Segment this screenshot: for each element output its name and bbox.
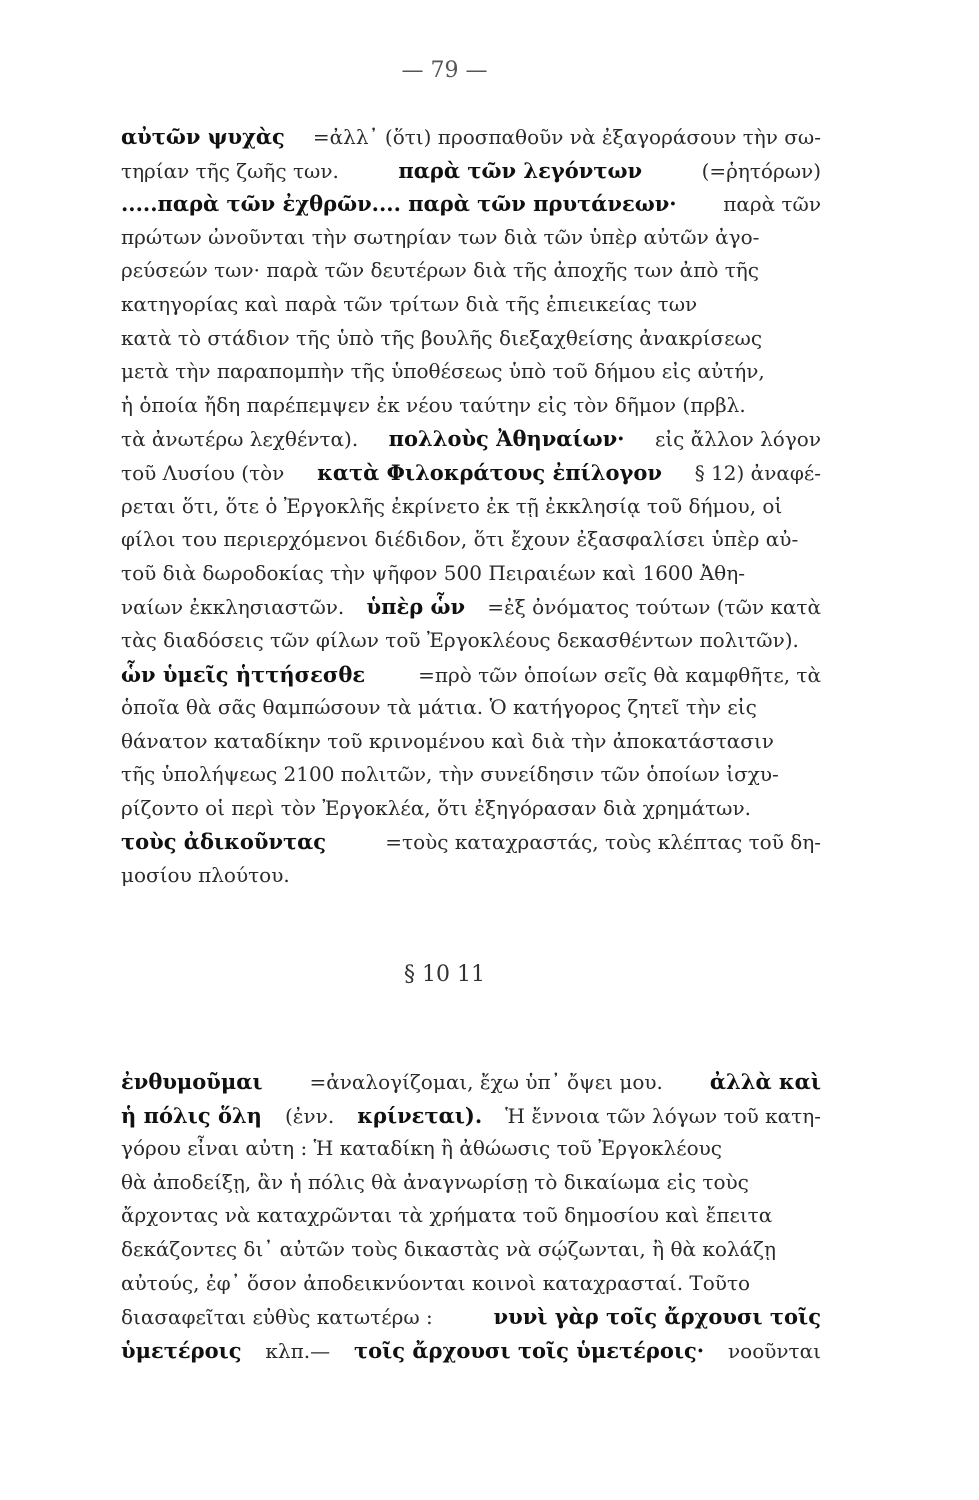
text-line — [121, 1199, 821, 1233]
text-segment: =ἀλλ᾽ (ὅτι) προσπαθοῦν νὰ ἐξαγοράσουν τὴν σω- — [312, 125, 821, 149]
section-heading: § 10 11 — [404, 962, 485, 987]
page-number: — 79 — — [401, 58, 488, 83]
text-segment: ρίζοντο οἱ περὶ τὸν Ἐργοκλέα, ὅτι ἐξηγόρασαν διὰ χρημάτων. — [121, 795, 751, 820]
text-segment: αὐτούς, ἐφ᾽ ὅσον ἀποδεικνύονται κοινοὶ καταχρασταί. Τοῦτο — [121, 1270, 751, 1295]
text-line — [121, 691, 821, 725]
text-segment: δεκάζοντες δι᾽ αὐτῶν τοὺς δικαστὰς νὰ σῴζωνται, ἢ θὰ κολάζῃ — [121, 1236, 776, 1261]
text-segment: κλπ.— — [265, 1338, 331, 1363]
text-line — [121, 1267, 821, 1301]
text-segment: Ἡ ἔννοια τῶν λόγων τοῦ κατη- — [505, 1103, 821, 1128]
text-line — [121, 557, 821, 591]
text-segment: πρώτων ὠνοῦνται τὴν σωτηρίαν των διὰ τῶν ὑπὲρ αὐτῶν ἀγο- — [121, 224, 760, 249]
bold-lemma: νυνὶ γὰρ τοῖς ἄρχουσι τοῖς — [493, 1304, 821, 1330]
text-line — [121, 254, 821, 288]
text-line — [121, 725, 821, 759]
text-line — [121, 490, 821, 524]
text-line — [121, 758, 821, 792]
bold-lemma: αὐτῶν ψυχὰς — [121, 124, 285, 149]
text-segment: τοῦ διὰ δωροδοκίας τὴν ψῆφον 500 Πειραιέων καὶ 1600 Ἀθη- — [121, 560, 745, 585]
text-segment: τὰ ἀνωτέρω λεχθέντα). — [121, 427, 359, 452]
bold-lemma: ὧν ὑμεῖς ἡττήσεσθε — [121, 661, 366, 687]
text-segment: γόρου εἶναι αὐτη : Ἡ καταδίκη ἢ ἀθώωσις τοῦ Ἐργοκλέους — [121, 1136, 722, 1161]
text-segment: μετὰ τὴν παραπομπὴν τῆς ὑποθέσεως ὑπὸ τοῦ δήμου εἰς αὐτήν, — [121, 359, 765, 384]
text-segment: ρεται ὅτι, ὅτε ὁ Ἐργοκλῆς ἐκρίνετο ἐκ τῇ ἐκκλησίᾳ τοῦ δήμου, οἱ — [121, 493, 783, 518]
text-segment: § 12) ἀναφέ- — [694, 460, 821, 485]
text-segment: θάνατον καταδίκην τοῦ κρινομένου καὶ διὰ τὴν ἀποκατάστασιν — [121, 728, 774, 753]
text-line — [121, 825, 821, 859]
text-segment: φίλοι του περιερχόμενοι διέδιδον, ὅτι ἔχουν ἐξασφαλίσει ὑπὲρ αὐ- — [121, 527, 799, 552]
text-segment: =τοὺς καταχραστάς, τοὺς κλέπτας τοῦ δη- — [385, 830, 821, 855]
text-segment: κατὰ τὸ στάδιον τῆς ὑπὸ τῆς βουλῆς διεξαχθείσης ἀνακρίσεως — [121, 325, 763, 350]
text-segment: κατηγορίας καὶ παρὰ τῶν τρίτων διὰ τῆς ἐπιεικείας των — [121, 291, 698, 316]
text-line — [121, 624, 821, 658]
bold-lemma: παρὰ τῶν λεγόντων — [398, 157, 643, 183]
text-segment: μοσίου πλούτου. — [121, 863, 290, 888]
text-segment: ὁποῖα θὰ σᾶς θαμπώσουν τὰ μάτια. Ὁ κατήγορος ζητεῖ τὴν εἰς — [121, 695, 757, 720]
text-line — [121, 859, 821, 893]
text-line — [121, 1065, 821, 1099]
text-segment: τῆς ὑπολήψεως 2100 πολιτῶν, τὴν συνείδησιν τῶν ὁποίων ἰσχυ- — [121, 762, 779, 787]
text-line — [121, 1334, 821, 1368]
text-line — [121, 1132, 821, 1166]
text-segment: τηρίαν τῆς ζωῆς των. — [121, 158, 339, 183]
bold-lemma: τοῖς ἄρχουσι τοῖς ὑμετέροις· — [354, 1337, 705, 1363]
text-segment: =ἐξ ὀνόματος τούτων (τῶν κατὰ — [487, 595, 821, 620]
text-line — [121, 355, 821, 389]
text-line — [121, 523, 821, 557]
text-segment: =ἀναλογίζομαι, ἔχω ὑπ᾽ ὄψει μου. — [309, 1070, 663, 1094]
text-segment: παρὰ τῶν — [723, 192, 821, 217]
text-segment: διασαφεῖται εὐθὺς κατωτέρω : — [121, 1305, 433, 1330]
text-segment: =πρὸ τῶν ὁποίων σεῖς θὰ καμφθῆτε, τὰ — [418, 662, 821, 687]
bold-lemma: ὑπὲρ ὧν — [366, 594, 466, 620]
text-segment: (ἐνν. — [284, 1103, 335, 1128]
text-segment: τοῦ Λυσίου (τὸν — [121, 460, 285, 485]
text-line — [121, 221, 821, 255]
text-line — [121, 1166, 821, 1200]
text-line — [121, 792, 821, 826]
bold-lemma: πολλοὺς Ἀθηναίων· — [388, 426, 625, 452]
text-segment: εἰς ἄλλον λόγον — [654, 427, 821, 452]
text-line — [121, 1233, 821, 1267]
bold-lemma: κρίνεται). — [357, 1102, 483, 1128]
bold-lemma: ἀλλὰ καὶ — [709, 1069, 821, 1094]
text-segment: ναίων ἐκκλησιαστῶν. — [121, 595, 345, 620]
bold-lemma: .....παρὰ τῶν ἐχθρῶν.... παρὰ τῶν πρυτάνεων· — [121, 191, 677, 217]
text-line — [121, 187, 821, 221]
text-line — [121, 154, 821, 188]
text-line — [121, 658, 821, 692]
text-block-commentary-top — [121, 120, 821, 893]
text-line — [121, 120, 821, 154]
bold-lemma: τοὺς ἀδικοῦντας — [121, 829, 327, 855]
text-segment: θὰ ἀποδείξῃ, ἂν ἡ πόλις θὰ ἀναγνωρίσῃ τὸ δικαίωμα εἰς τοὺς — [121, 1169, 749, 1194]
text-segment: ρεύσεών των· παρὰ τῶν δευτέρων διὰ τῆς ἀποχῆς των ἀπὸ τῆς — [121, 258, 759, 283]
text-segment: ἄρχοντας νὰ καταχρῶνται τὰ χρήματα τοῦ δημοσίου καὶ ἔπειτα — [121, 1203, 773, 1228]
bold-lemma: ἐνθυμοῦμαι — [121, 1069, 263, 1094]
text-line — [121, 322, 821, 356]
text-line — [121, 389, 821, 423]
text-line — [121, 288, 821, 322]
text-segment: νοοῦνται — [728, 1338, 821, 1363]
text-line — [121, 590, 821, 624]
text-segment: ἡ ὁποία ἤδη παρέπεμψεν ἐκ νέου ταύτην εἰς τὸν δῆμον (πρβλ. — [121, 392, 746, 417]
text-segment: (=ῥητόρων) — [701, 158, 821, 183]
text-line — [121, 456, 821, 490]
bold-lemma: ὑμετέροις — [121, 1337, 242, 1363]
text-segment: τὰς διαδόσεις τῶν φίλων τοῦ Ἐργοκλέους δεκασθέντων πολιτῶν). — [121, 627, 799, 652]
bold-lemma: κατὰ Φιλοκράτους ἐπίλογον — [317, 459, 662, 485]
bold-lemma: ἡ πόλις ὅλη — [121, 1102, 262, 1128]
text-line — [121, 1300, 821, 1334]
text-line — [121, 1099, 821, 1133]
text-line — [121, 422, 821, 456]
text-block-commentary-bottom — [121, 1065, 821, 1367]
